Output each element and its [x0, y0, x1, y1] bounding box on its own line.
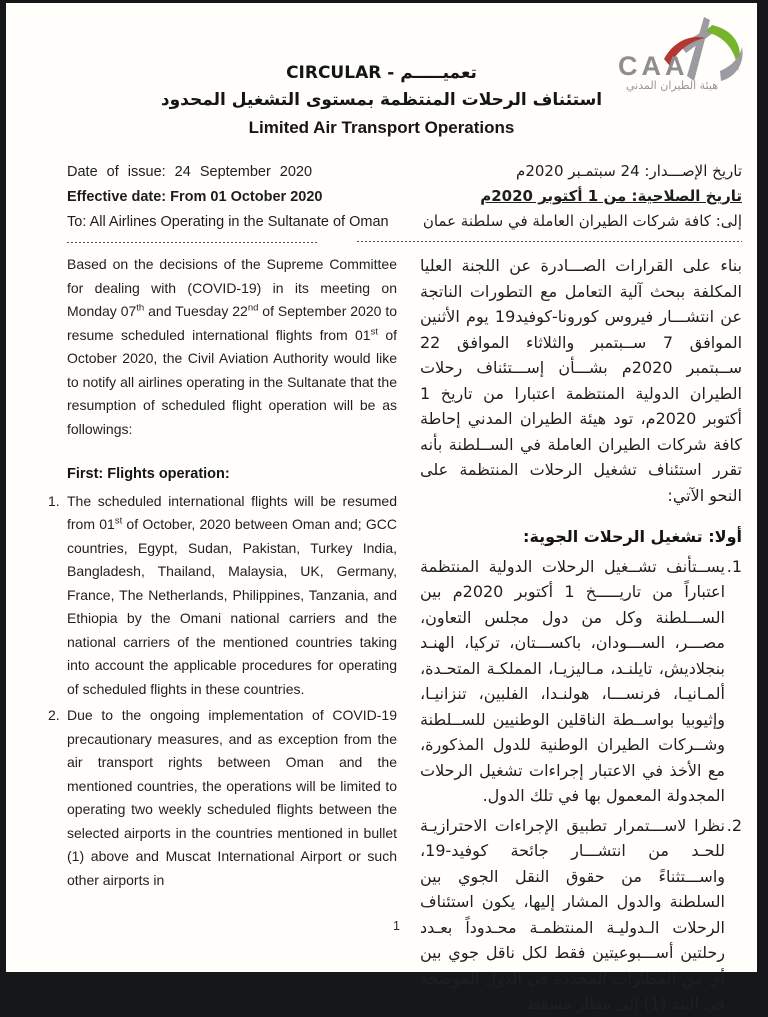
list-item-number: 2.: [48, 707, 60, 723]
circular-title: تعميـــــم - CIRCULAR: [286, 63, 477, 83]
flight-operations-list-en: [48, 490, 397, 893]
intro-paragraph-ar: بناء على القرارات الصـــادرة عن اللجنة العليا المكلفة ببحث آلية التعامل مع التطورات الناتجة عن انتشـــار فيروس كورونا-كوفيد19 يوم الأثنين الموافق 7 ســبتمبر والثلاثاء الموافق 22 ســبتمبر 2020م بشـــأن إســـتئناف رحلات الطيران الدولية المنتظمة اعتبارا من تاريخ 1 أكتوبر 2020م، تود هيئة الطيران المدني إحاطة كافة شركات الطيران العاملة في الســلطنة بأنه تقرر استئناف تشغيل الرحلات المنتظمة على النحو الآتي:: [420, 256, 743, 505]
list-item: [48, 490, 397, 702]
flight-operations-list-ar: [420, 554, 742, 1017]
intro-paragraph-en: Based on the decisions of the Supreme Committee for dealing with (COVID-19) in its meeting on Monday 07th and Tuesday 22nd of September 2020 to resume scheduled international flights from 01st of October 2020, the Civil Aviation Authority would like to notify all airlines operating in the Sultanate that the resumption of scheduled flight operation will be as followings:: [67, 256, 397, 437]
subtitle-english: Limited Air Transport Operations: [248, 118, 515, 137]
list-item: [420, 554, 742, 809]
effective-date-en: Effective date: From 01 October 2020: [67, 189, 323, 205]
list-item-text: Due to the ongoing implementation of COVID-19 precautionary measures, and as exception from the air transport rights between Oman and the mentioned countries, the operations will be limited to operating two weekly scheduled flights between the selected airports in the countries mentioned in bullet (1) above and Muscat International Airport or such other airports in: [67, 707, 397, 888]
caa-logo-text: CAA: [618, 51, 689, 81]
separator-dashed-line-ar: [357, 241, 742, 243]
list-item-number: 1.: [48, 492, 60, 509]
section-heading-en: First: Flights operation:: [67, 466, 230, 482]
caa-logo-arabic-name: هيئة الطيران المدني: [625, 79, 719, 92]
date-of-issue-ar: تاريخ الإصـــدار: 24 سبتمـبر 2020م: [516, 162, 742, 180]
section-heading-ar: أولا: تشغيل الرحلات الجوية:: [523, 527, 742, 546]
addressee-en: To: All Airlines Operating in the Sultanate of Oman: [67, 214, 389, 230]
meta-block-english: [67, 160, 402, 244]
effective-date-ar: تاريخ الصلاحية: من 1 أكتوبر 2020م: [480, 187, 742, 205]
list-item-text: The scheduled international flights will be resumed from 01st of October, 2020 between Oman and; GCC countries, Egypt, Sudan, Pakistan, Turkey India, Bangladesh, Thailand, Malaysia, UK, Germany, France, The Netherlands, Philippines, Tanzania, and Ethiopia by the Omani national carriers and the national carriers of the mentioned countries taking into account the applicable procedures for operating of scheduled flights in these countries.: [67, 492, 397, 697]
list-item-number: 1.: [726, 556, 742, 576]
subtitle-arabic: استئناف الرحلات المنتظمة بمستوى التشغيل المحدود: [160, 90, 603, 110]
list-item-number: 2.: [726, 815, 742, 835]
list-item-text: يســتأنف تشــغيل الرحلات الدولية المنتظمة اعتباراً من تاريـــــخ 1 أكتوبر 2020م بين الســـلطنة وكل من دول مجلس التعاون، مصـــر، الســـودان، باكســـتان، تركيا، الهنـد بنجلاديش، تايلنـد، مـاليزيـا، المملكـة المتحـدة، ألمـانيـا، فرنســـا، هولنـدا، الفلبين، تنزانيـا، وإثيوبيا بواســطة الناقلين الوطنيين للســلطنة وشــركات الطيران الوطنية للدول المذكورة، مع الأخذ في الاعتبار إجراءات تشغيل الرحلات المجدولة المعمول بها في تلك الدول.: [420, 556, 726, 805]
document-header: [6, 60, 757, 141]
list-item: [420, 813, 742, 1017]
list-item-text: نظرا لاســـتمرار تطبيق الإجراءات الاحترازيـة للحـد من انتشـــار جائحة كوفيد-19، واســـتثناءً من حقوق النقل الجوي بين السلطنة والدول المشار إليها، يكون استئناف الرحلات الـدوليـة المنتظمـة محـدوداً بعـدد رحلتين أســـبوعيتين فقط لكل ناقل جوي بين أي من المطارات المحددة في الدول الموضحة في البند (1) إلى مطار مسقط: [420, 815, 725, 1013]
list-item: [48, 704, 397, 892]
body-column-english: [48, 253, 397, 892]
addressee-ar: إلى: كافة شركات الطيران العاملة في سلطنة عمان: [422, 212, 742, 230]
document-page: [6, 3, 757, 1013]
date-of-issue-en: Date of issue: 24 September 2020: [67, 164, 313, 180]
meta-block-arabic: [420, 159, 742, 243]
separator-dashed-line-en: [67, 242, 317, 244]
page-number: 1: [393, 919, 400, 933]
body-column-arabic: [420, 253, 742, 1017]
